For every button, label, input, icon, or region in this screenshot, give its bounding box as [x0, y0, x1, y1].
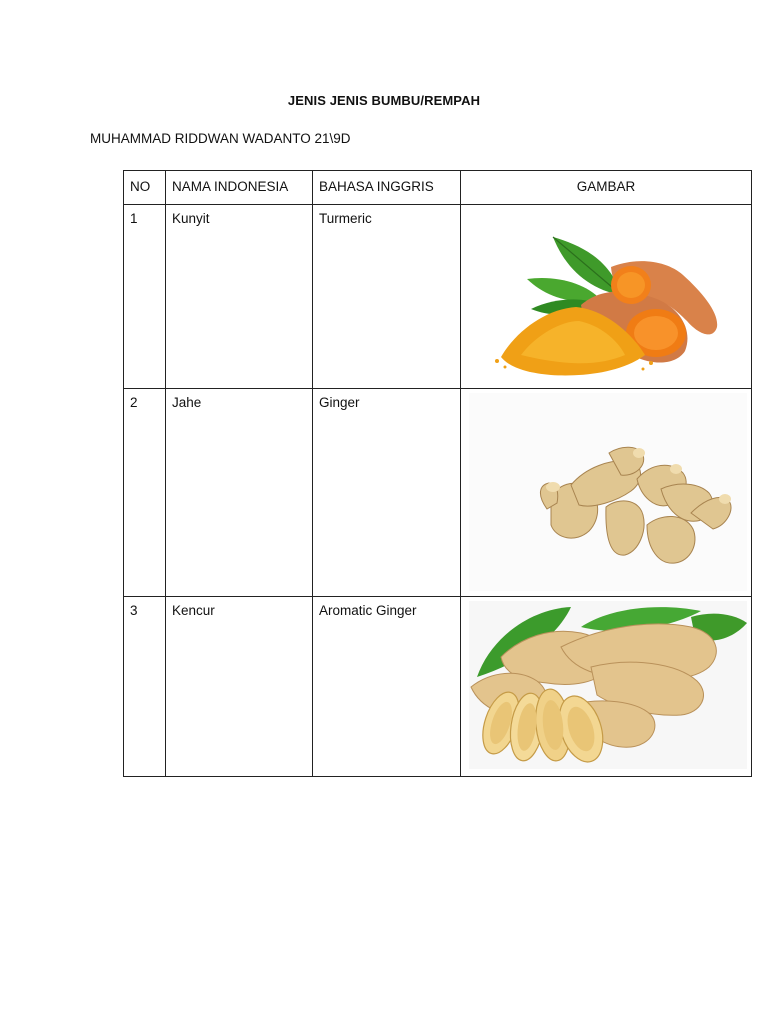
row-image-cell — [461, 597, 752, 777]
header-gambar: GAMBAR — [461, 171, 752, 205]
ginger-image — [461, 389, 750, 595]
header-no: NO — [124, 171, 166, 205]
row-no: 2 — [124, 389, 166, 597]
row-image-cell — [461, 205, 752, 389]
row-no: 1 — [124, 205, 166, 389]
header-bahasa-inggris: BAHASA INGGRIS — [313, 171, 461, 205]
row-inggris: Aromatic Ginger — [313, 597, 461, 777]
row-nama: Jahe — [166, 389, 313, 597]
spice-table — [123, 170, 752, 777]
turmeric-image — [461, 205, 750, 387]
row-inggris: Turmeric — [313, 205, 461, 389]
row-nama: Kencur — [166, 597, 313, 777]
table-row — [124, 597, 752, 777]
document-title: JENIS JENIS BUMBU/REMPAH — [287, 93, 481, 108]
aromatic-ginger-image — [461, 597, 750, 775]
row-nama: Kunyit — [166, 205, 313, 389]
row-image-cell — [461, 389, 752, 597]
table-row — [124, 205, 752, 389]
row-no: 3 — [124, 597, 166, 777]
table-row — [124, 389, 752, 597]
author-line: MUHAMMAD RIDDWAN WADANTO 21\9D — [90, 131, 351, 146]
table-header-row — [124, 171, 752, 205]
row-inggris: Ginger — [313, 389, 461, 597]
header-nama-indonesia: NAMA INDONESIA — [166, 171, 313, 205]
